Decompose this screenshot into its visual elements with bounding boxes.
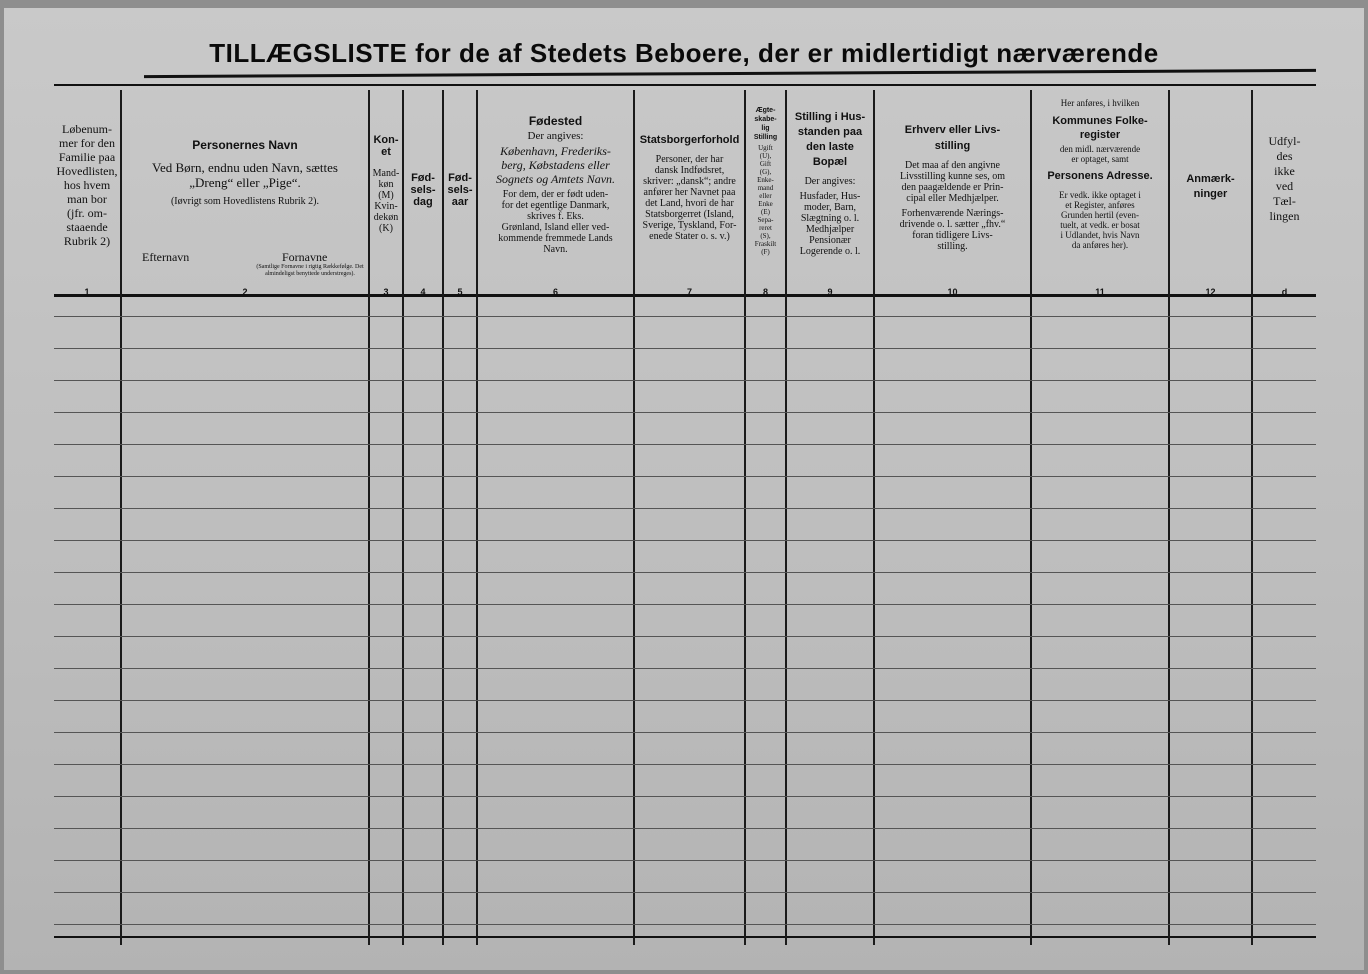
col-10-text: Det maa af den angivne Livsstilling kunne ses, om den paagældende er Prin- cipal eller Medhjælper. bbox=[900, 160, 1005, 204]
col-9-header bbox=[787, 96, 873, 296]
entry-row-line bbox=[54, 636, 1316, 637]
entry-row-line bbox=[54, 380, 1316, 381]
col-4-heading: Fød- sels- dag bbox=[410, 172, 436, 208]
col-10-heading: Erhverv eller Livs- stilling bbox=[904, 124, 1001, 152]
col-11-number: 11 bbox=[1095, 287, 1105, 297]
col-6-heading: Fødested bbox=[528, 114, 583, 128]
entry-row-line bbox=[54, 764, 1316, 765]
col-d-header bbox=[1253, 134, 1316, 334]
col-2-heading: Personernes Navn bbox=[192, 138, 298, 152]
entry-row-line bbox=[54, 316, 1316, 317]
col-12-header bbox=[1170, 96, 1251, 296]
entry-row-line bbox=[54, 540, 1316, 541]
col-9-text: Husfader, Hus- moder, Barn, Slægtning o. l. Medhjælper Pensionær Logerende o. l. bbox=[799, 191, 861, 257]
col-10-number: 10 bbox=[947, 287, 958, 297]
col-3-header bbox=[370, 96, 402, 296]
entry-row-line bbox=[54, 444, 1316, 445]
col-7-header bbox=[635, 96, 744, 296]
entry-row-line bbox=[54, 828, 1316, 829]
col-11-header bbox=[1032, 96, 1168, 296]
col-11-heading2: Personens Adresse. bbox=[1047, 170, 1153, 182]
col-5-number: 5 bbox=[457, 287, 463, 297]
entry-row-line bbox=[54, 348, 1316, 349]
entry-row-line bbox=[54, 412, 1316, 413]
col-12-number: 12 bbox=[1205, 287, 1216, 297]
entry-row-line bbox=[54, 860, 1316, 861]
col-9-sub: Der angives: bbox=[804, 176, 856, 187]
form-title: TILLÆGSLISTE for de af Stedets Beboere, der er midlertidigt nærværende bbox=[209, 38, 1159, 68]
col-8-number: 8 bbox=[762, 287, 768, 297]
col-2-note: (Iøvrigt som Hovedlistens Rubrik 2). bbox=[170, 196, 320, 207]
entry-row-line bbox=[54, 572, 1316, 573]
entry-row-line bbox=[54, 700, 1316, 701]
col-d-number: d bbox=[1281, 287, 1288, 297]
col-1-text: Løbenum- mer for den Familie paa Hovedlisten, hos hvem man bor (jfr. om- staaende Rubrik 2) bbox=[56, 122, 118, 248]
col-9-number: 9 bbox=[827, 287, 833, 297]
col-10-text2: Forhenværende Nærings- drivende o. l. sætter „fhv.“ foran tidligere Livs- stilling. bbox=[899, 208, 1006, 252]
col-4-header bbox=[404, 96, 442, 296]
entry-row-line bbox=[54, 892, 1316, 893]
entry-row-line bbox=[54, 508, 1316, 509]
col-8-text: Ugift (U), Gift (G), Enke- mand eller Enke (E) Sepa- reret (S), Fraskilt (F) bbox=[754, 144, 777, 256]
col-7-number: 7 bbox=[686, 287, 692, 297]
col-5-header bbox=[444, 96, 476, 296]
col-11-text2: Er vedk. ikke optaget i et Register, anføres Grunden hertil (even- tuelt, at vedk. er bosat i Udlandet, hvis Navn da anføres her). bbox=[1059, 190, 1141, 250]
table-bottom-rule bbox=[54, 936, 1316, 938]
col-2-firstnames: Fornavne bbox=[282, 250, 328, 264]
col-2-number: 2 bbox=[242, 287, 248, 297]
col-7-heading: Statsborgerforhold bbox=[639, 134, 740, 146]
col-2-line2: „Dreng“ eller „Pige“. bbox=[189, 175, 301, 190]
entry-row-line bbox=[54, 476, 1316, 477]
col-7-text: Personer, der har dansk Indfødsret, skriver: „dansk“; andre anfører her Navnet paa det Land, hvori de har Statsborgerret (Island, Sverige, Tyskland, For- enede Stater o. s. v.) bbox=[642, 154, 737, 242]
col-5-heading: Fød- sels- aar bbox=[447, 172, 473, 208]
title-rule bbox=[144, 69, 1316, 78]
col-6-italic: København, Frederiks- berg, Købstadens eller Sognets og Amtets Navn. bbox=[495, 144, 616, 186]
col-10-header bbox=[875, 96, 1030, 296]
col-1-number: 1 bbox=[84, 287, 90, 297]
col-8-heading: Ægte- skabe- lig Stilling bbox=[753, 107, 778, 141]
col-2-surname: Efternavn bbox=[142, 250, 190, 264]
header-top-rule bbox=[54, 84, 1316, 86]
col-4-number: 4 bbox=[420, 287, 426, 297]
col-2-firstnames-note: (Samtlige Fornavne i rigtig Rækkefølge. Det almindeligst benyttede understreges). bbox=[256, 264, 364, 277]
col-3-heading: Kon- et bbox=[373, 134, 399, 158]
col-2-line1: Ved Børn, endnu uden Navn, sættes bbox=[152, 160, 338, 175]
col-11-text: den midl. nærværende er optaget, samt bbox=[1059, 144, 1141, 164]
col-d-text: Udfyl- des ikke ved Tæl- lingen bbox=[1268, 134, 1301, 223]
entry-row-line bbox=[54, 668, 1316, 669]
col-6-header bbox=[478, 96, 633, 296]
entry-row-line bbox=[54, 604, 1316, 605]
col-11-heading: Kommunes Folke- register bbox=[1052, 115, 1148, 141]
col-6-number: 6 bbox=[552, 287, 558, 297]
col-3-number: 3 bbox=[383, 287, 389, 297]
col-11-pre: Her anføres, i hvilken bbox=[1060, 98, 1140, 108]
entry-row-line bbox=[54, 924, 1316, 925]
entry-row-line bbox=[54, 796, 1316, 797]
col-3-text: Mand- køn (M) Kvin- dekøn (K) bbox=[372, 168, 400, 234]
col-6-text: For dem, der er født uden- for det egentlige Danmark, skrives f. Eks. Grønland, Island eller ved- kommende fremmede Lands Navn. bbox=[498, 189, 613, 255]
census-form-sheet bbox=[4, 8, 1364, 970]
col-6-sub: Der angives: bbox=[527, 130, 584, 142]
col-9-heading: Stilling i Hus- standen paa den laste Bopæl bbox=[794, 111, 866, 168]
col-8-header bbox=[746, 96, 785, 296]
col-12-heading: Anmærk- ninger bbox=[1186, 173, 1235, 200]
entry-row-line bbox=[54, 732, 1316, 733]
